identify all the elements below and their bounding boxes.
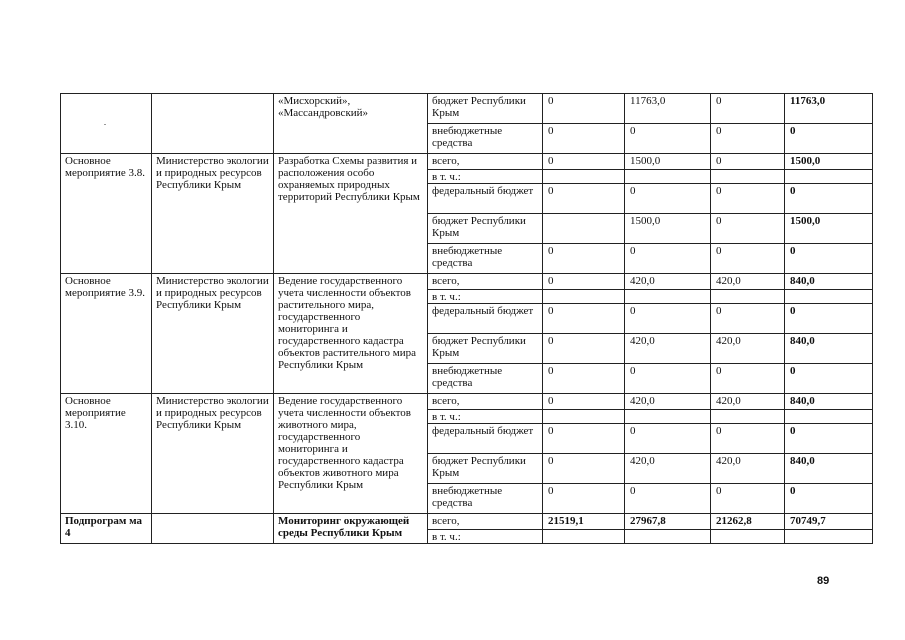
value-cell: 420,0 — [625, 454, 711, 484]
value-cell: 0 — [543, 154, 625, 170]
value-cell: 1500,0 — [625, 154, 711, 170]
description-cell: Ведение государственного учета численности объектов растительного мира, государственного мониторинга и государственного кадастра объектов растительного мира Республики Крым — [274, 274, 428, 394]
table-row — [61, 274, 873, 290]
total-cell: 840,0 — [785, 394, 873, 410]
value-cell: 0 — [543, 244, 625, 274]
table-row — [61, 514, 873, 530]
value-cell — [711, 290, 785, 304]
total-cell: 840,0 — [785, 454, 873, 484]
value-cell: 0 — [625, 124, 711, 154]
value-cell — [543, 410, 625, 424]
subprogram-name-cell: Подпрограм ма 4 — [61, 514, 152, 544]
description-cell: Мониторинг окружающей среды Республики Крым — [274, 514, 428, 544]
funding-source-cell: всего, — [428, 394, 543, 410]
total-cell: 0 — [785, 184, 873, 214]
total-cell: 840,0 — [785, 274, 873, 290]
value-cell: 0 — [625, 484, 711, 514]
executor-cell: Министерство экологии и природных ресурсов Республики Крым — [152, 394, 274, 514]
value-cell: 0 — [543, 364, 625, 394]
funding-source-cell: всего, — [428, 514, 543, 530]
table-row — [61, 154, 873, 170]
executor-cell: Министерство экологии и природных ресурсов Республики Крым — [152, 154, 274, 274]
total-cell — [785, 530, 873, 544]
funding-source-cell: бюджет Республики Крым — [428, 214, 543, 244]
activity-name-cell: Основное мероприятие 3.10. — [61, 394, 152, 514]
value-cell — [625, 410, 711, 424]
description-cell: Ведение государственного учета численности объектов животного мира, государственного мониторинга и государственного кадастра объектов животного мира Республики Крым — [274, 394, 428, 514]
funding-source-cell: всего, — [428, 274, 543, 290]
activity-name-cell: Основное мероприятие 3.9. — [61, 274, 152, 394]
value-cell — [543, 530, 625, 544]
value-cell: 0 — [543, 394, 625, 410]
funding-source-cell: в т. ч.: — [428, 530, 543, 544]
value-cell: 0 — [625, 244, 711, 274]
activity-name-cell: Основное мероприятие 3.8. — [61, 154, 152, 274]
value-cell: 0 — [711, 184, 785, 214]
value-cell: 1500,0 — [625, 214, 711, 244]
value-cell: 0 — [625, 424, 711, 454]
value-cell: 0 — [711, 304, 785, 334]
total-cell — [785, 290, 873, 304]
total-cell: 1500,0 — [785, 214, 873, 244]
value-cell — [711, 530, 785, 544]
total-cell: 70749,7 — [785, 514, 873, 530]
funding-source-cell: в т. ч.: — [428, 410, 543, 424]
value-cell: 0 — [711, 424, 785, 454]
total-cell: 0 — [785, 304, 873, 334]
value-cell — [711, 170, 785, 184]
value-cell: 11763,0 — [625, 94, 711, 124]
value-cell: 0 — [543, 184, 625, 214]
page-number: 89 — [817, 575, 830, 587]
value-cell: 0 — [711, 154, 785, 170]
funding-source-cell: внебюджетные средства — [428, 484, 543, 514]
value-cell: 0 — [625, 364, 711, 394]
value-cell: 0 — [711, 214, 785, 244]
funding-source-cell: в т. ч.: — [428, 290, 543, 304]
value-cell: 0 — [711, 94, 785, 124]
value-cell: 0 — [711, 124, 785, 154]
value-cell: 0 — [711, 364, 785, 394]
value-cell: 0 — [711, 484, 785, 514]
value-cell — [543, 214, 625, 244]
value-cell: 0 — [543, 124, 625, 154]
value-cell: 27967,8 — [625, 514, 711, 530]
value-cell: 420,0 — [711, 454, 785, 484]
table-row — [61, 394, 873, 410]
executor-cell — [152, 514, 274, 544]
funding-source-cell: федеральный бюджет — [428, 424, 543, 454]
value-cell: 420,0 — [711, 334, 785, 364]
value-cell — [625, 170, 711, 184]
value-cell: 0 — [543, 304, 625, 334]
funding-source-cell: всего, — [428, 154, 543, 170]
value-cell — [625, 530, 711, 544]
total-cell: 0 — [785, 364, 873, 394]
value-cell: 0 — [625, 184, 711, 214]
scan-artifact — [104, 124, 106, 125]
value-cell: 0 — [543, 274, 625, 290]
value-cell — [625, 290, 711, 304]
table-row — [61, 94, 873, 124]
value-cell: 0 — [543, 334, 625, 364]
description-cell: Разработка Схемы развития и расположения особо охраняемых природных территорий Республики Крым — [274, 154, 428, 274]
total-cell — [785, 410, 873, 424]
value-cell: 420,0 — [625, 334, 711, 364]
total-cell: 1500,0 — [785, 154, 873, 170]
value-cell: 0 — [543, 484, 625, 514]
funding-source-cell: бюджет Республики Крым — [428, 454, 543, 484]
value-cell: 420,0 — [711, 394, 785, 410]
funding-source-cell: в т. ч.: — [428, 170, 543, 184]
value-cell: 0 — [543, 454, 625, 484]
value-cell: 0 — [543, 94, 625, 124]
total-cell: 0 — [785, 484, 873, 514]
executor-cell: Министерство экологии и природных ресурсов Республики Крым — [152, 274, 274, 394]
funding-source-cell: бюджет Республики Крым — [428, 94, 543, 124]
value-cell: 0 — [625, 304, 711, 334]
total-cell: 11763,0 — [785, 94, 873, 124]
value-cell: 21262,8 — [711, 514, 785, 530]
value-cell: 420,0 — [625, 394, 711, 410]
total-cell: 0 — [785, 424, 873, 454]
total-cell: 0 — [785, 124, 873, 154]
funding-source-cell: внебюджетные средства — [428, 244, 543, 274]
funding-source-cell: бюджет Республики Крым — [428, 334, 543, 364]
value-cell: 0 — [543, 424, 625, 454]
value-cell: 420,0 — [625, 274, 711, 290]
value-cell: 21519,1 — [543, 514, 625, 530]
funding-source-cell: внебюджетные средства — [428, 364, 543, 394]
total-cell: 0 — [785, 244, 873, 274]
value-cell — [543, 290, 625, 304]
executor-cell — [152, 94, 274, 154]
total-cell — [785, 170, 873, 184]
value-cell — [543, 170, 625, 184]
budget-table — [60, 93, 873, 544]
total-cell: 840,0 — [785, 334, 873, 364]
funding-source-cell: внебюджетные средства — [428, 124, 543, 154]
value-cell: 420,0 — [711, 274, 785, 290]
value-cell: 0 — [711, 244, 785, 274]
description-cell: «Мисхорский», «Массандровский» — [274, 94, 428, 154]
value-cell — [711, 410, 785, 424]
funding-source-cell: федеральный бюджет — [428, 184, 543, 214]
funding-source-cell: федеральный бюджет — [428, 304, 543, 334]
activity-name-cell — [61, 94, 152, 154]
